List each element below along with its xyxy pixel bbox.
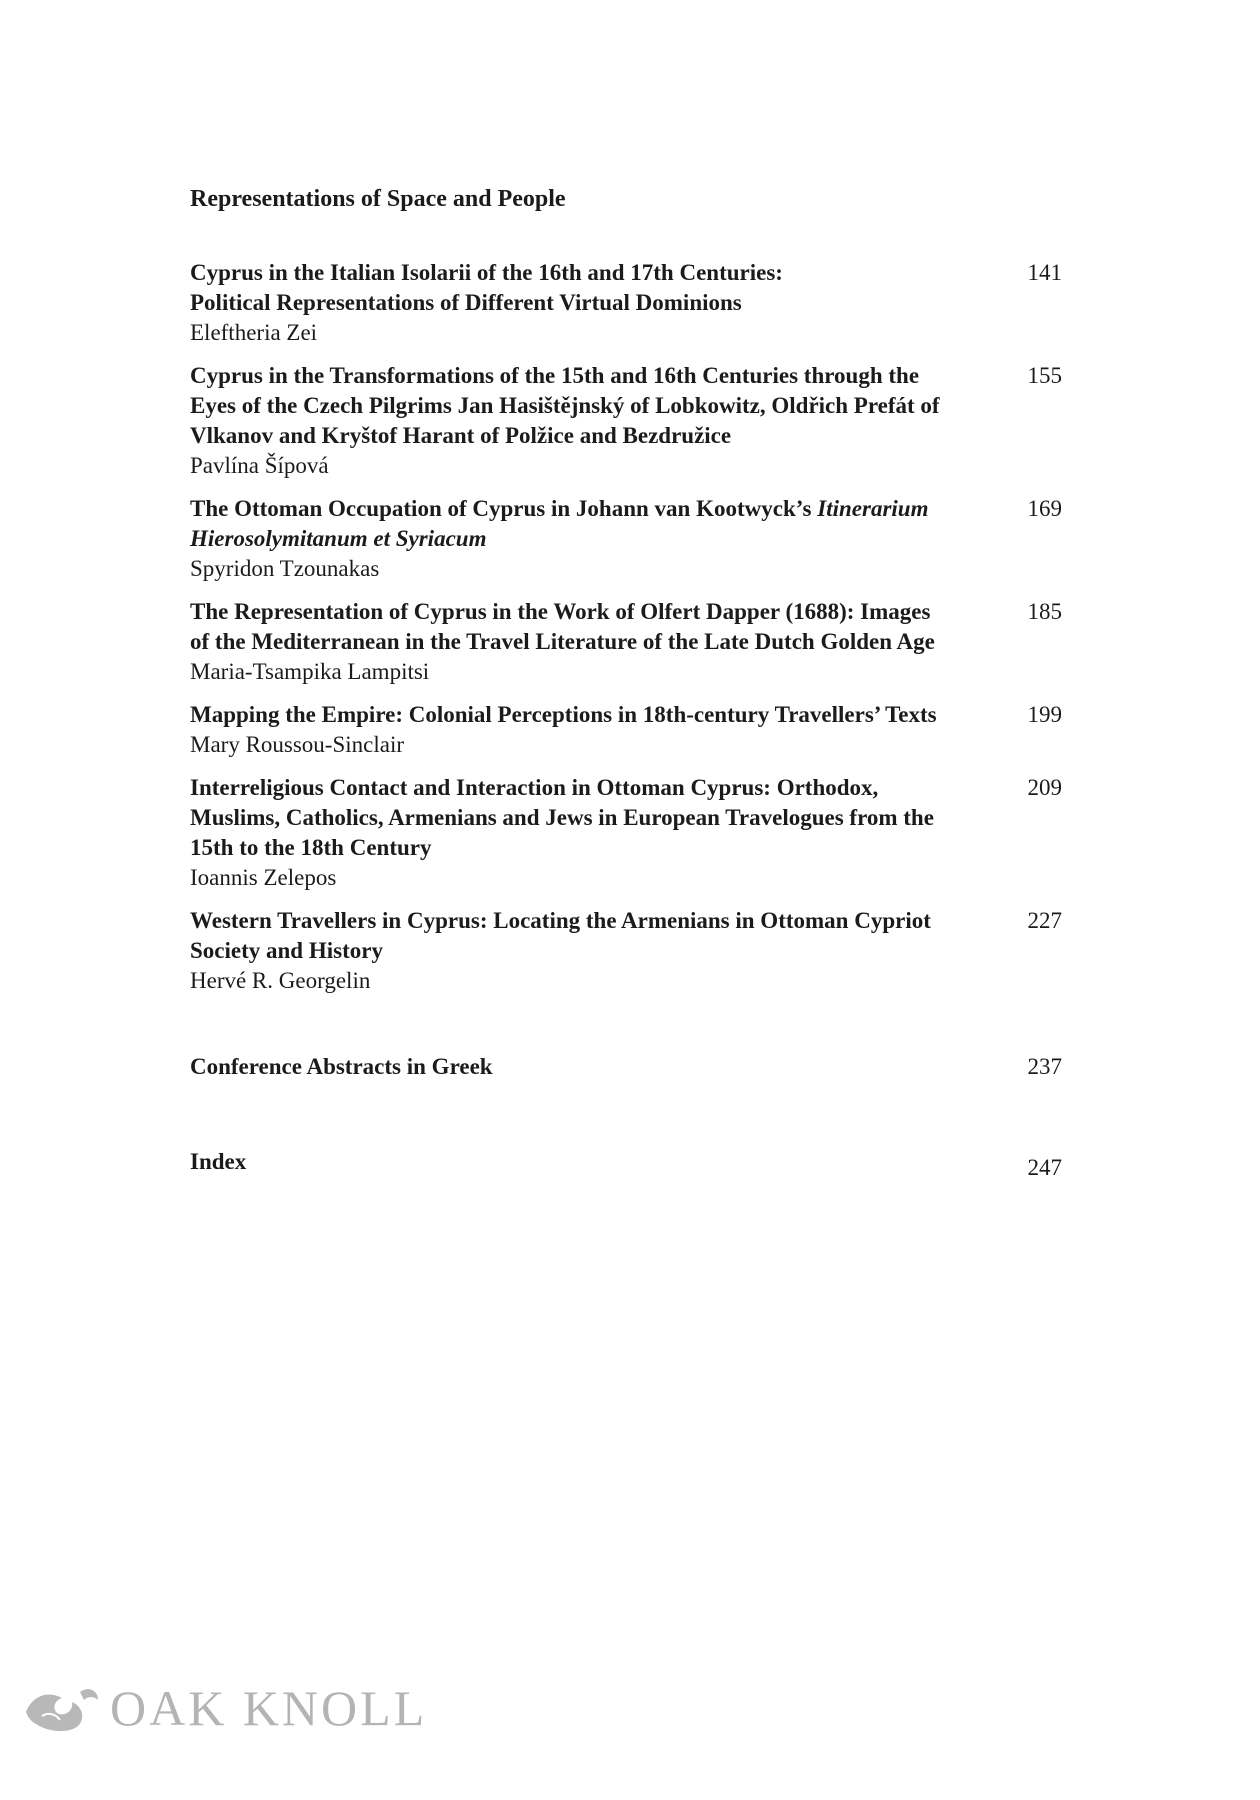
watermark-text: OAK KNOLL [110,1680,428,1736]
entry-title-italic: Hierosolymitanum et Syriacum [190,526,487,551]
entry-author: Hervé R. Georgelin [190,968,371,993]
entry-title-italic: Itinerarium [817,496,929,521]
toc-entry [190,700,1062,760]
entry-title [190,494,992,554]
toc-entry [190,597,1062,687]
entry-title-text: The Ottoman Occupation of Cyprus in Johann van Kootwyck’s [190,496,818,521]
toc-entry [190,773,1062,893]
entry-title: Western Travellers in Cyprus: Locating the Armenians in Ottoman Cypriot Society and History [190,908,931,963]
entry-author: Spyridon Tzounakas [190,556,380,581]
entry-author: Pavlína Šípová [190,453,329,478]
entry-title: Index [190,1149,247,1174]
toc-list [190,258,1062,1009]
entry-page-number: 185 [1027,599,1062,624]
entry-title: Conference Abstracts in Greek [190,1054,493,1079]
entry-author: Mary Roussou-Sinclair [190,732,405,757]
entry-title: Cyprus in the Italian Isolarii of the 16th and 17th Centuries: Political Representations of Different Virtual Dominions [190,260,783,315]
entry-title: Cyprus in the Transformations of the 15th and 16th Centuries through the Eyes of the Czech Pilgrims Jan Hasištějnský of Lobkowitz, Oldřich Prefát of Vlkanov and Kryštof Harant of Polžice and Bezdružice [190,363,940,448]
entry-page-number: 141 [1027,260,1062,285]
entry-title: The Representation of Cyprus in the Work of Olfert Dapper (1688): Images of the Mediterranean in the Travel Literature of the Late Dutch Golden Age [190,599,935,654]
entry-author: Ioannis Zelepos [190,865,337,890]
entry-page-number: 209 [1027,775,1062,800]
entry-page-number: 169 [1027,496,1062,521]
entry-page-number: 227 [1027,908,1062,933]
entry-author: Maria-Tsampika Lampitsi [190,659,430,684]
watermark [22,1680,427,1736]
entry-page-number: 155 [1027,363,1062,388]
section-heading: Representations of Space and People [190,186,566,212]
oak-knoll-leaf-logo-icon [22,1682,102,1734]
entry-page-number: 199 [1027,702,1062,727]
toc-entry-index [190,1147,1062,1180]
toc-entry [190,258,1062,348]
toc-entry [190,361,1062,481]
entry-title: Mapping the Empire: Colonial Perceptions in 18th-century Travellers’ Texts [190,702,937,727]
toc-entry-abstracts [190,1052,1062,1082]
entry-page-number: 237 [1027,1054,1062,1079]
toc-entry [190,906,1062,996]
entry-title: Interreligious Contact and Interaction in Ottoman Cyprus: Orthodox, Muslims, Catholics, Armenians and Jews in European Travelogues from the 15th to the 18th Century [190,775,934,860]
entry-author: Eleftheria Zei [190,320,318,345]
toc-entry [190,494,1062,584]
entry-page-number: 247 [1027,1155,1062,1180]
